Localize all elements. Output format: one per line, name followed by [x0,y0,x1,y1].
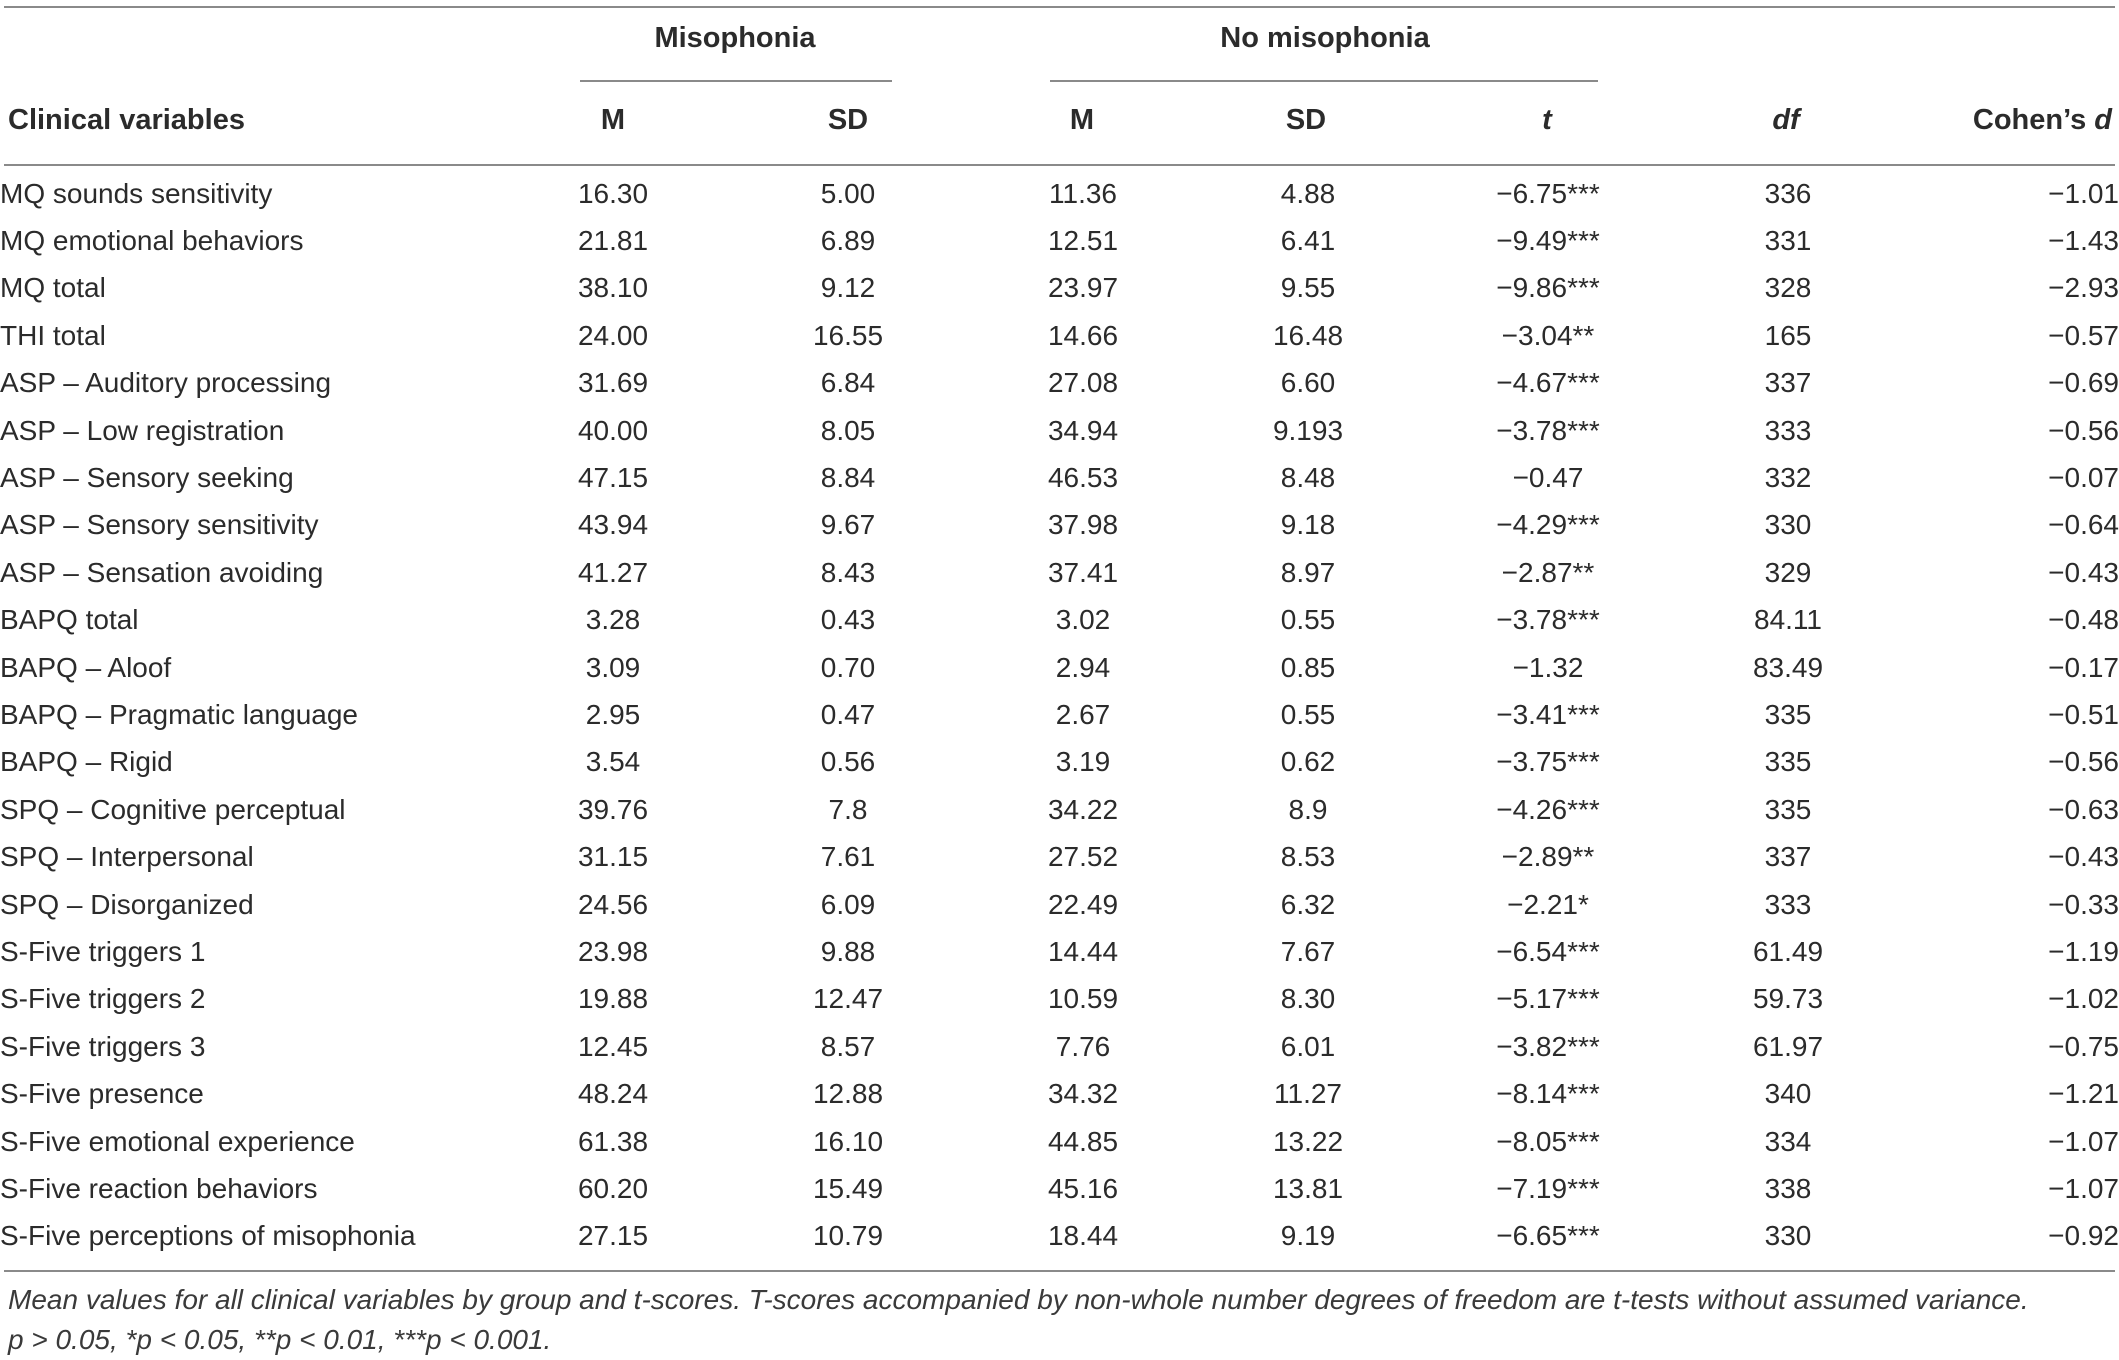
row-m-no-misophonia-cell: 37.41 [1047,556,1119,588]
table-row [0,170,2119,217]
row-sd-misophonia-cell: 0.56 [820,746,876,778]
row-m-no-misophonia-cell: 7.76 [1055,1030,1111,1062]
row-m-misophonia-cell: 31.15 [577,841,649,873]
row-variable-cell: BAPQ – Aloof [0,651,172,683]
table-row [0,1070,2119,1117]
row-sd-no-misophonia-cell: 7.67 [1280,935,1336,967]
row-variable-cell: BAPQ – Rigid [0,746,173,778]
row-t-cell: −2.87** [1501,556,1595,588]
row-sd-misophonia-cell: 7.8 [828,793,868,825]
data-table [0,170,2119,1260]
row-t-cell: −3.75*** [1496,746,1600,778]
row-variable-cell: S-Five presence [0,1078,204,1110]
row-cohens-d-cell: −1.02 [2048,983,2119,1015]
column-header-m-misophonia: M [600,104,626,136]
row-t-cell: −1.32 [1512,651,1584,683]
row-sd-misophonia-cell: 16.10 [812,1125,884,1157]
row-variable-cell: ASP – Sensory seeking [0,462,294,494]
row-m-misophonia-cell: 38.10 [577,272,649,304]
row-variable-cell: SPQ – Interpersonal [0,841,254,873]
row-cohens-d-cell: −0.07 [2048,462,2119,494]
table-row [0,739,2119,786]
row-sd-misophonia-cell: 8.05 [820,414,876,446]
row-cohens-d-cell: −1.43 [2048,225,2119,257]
table-row [0,833,2119,880]
cohens-label: Cohen’s [1972,104,2095,136]
row-t-cell: −6.75*** [1496,177,1600,209]
row-variable-cell: THI total [0,319,106,351]
row-sd-no-misophonia-cell: 0.85 [1280,651,1336,683]
row-t-cell: −4.26*** [1496,793,1600,825]
table-top-rule [4,6,2115,8]
table-row [0,691,2119,738]
row-cohens-d-cell: −1.07 [2048,1125,2119,1157]
row-df-cell: 335 [1764,793,1812,825]
row-cohens-d-cell: −0.64 [2048,509,2119,541]
row-cohens-d-cell: −0.48 [2048,604,2119,636]
row-sd-misophonia-cell: 0.47 [820,698,876,730]
table-row [0,360,2119,407]
row-sd-no-misophonia-cell: 6.32 [1280,888,1336,920]
row-df-cell: 331 [1764,225,1812,257]
row-m-no-misophonia-cell: 44.85 [1047,1125,1119,1157]
column-header-t: t [1542,104,1552,136]
row-sd-no-misophonia-cell: 11.27 [1274,1078,1342,1110]
table-row [0,786,2119,833]
row-t-cell: −3.78*** [1496,414,1600,446]
column-header-clinical-variables: Clinical variables [8,104,245,136]
row-cohens-d-cell: −0.43 [2048,841,2119,873]
row-t-cell: −9.86*** [1496,272,1600,304]
row-m-misophonia-cell: 40.00 [577,414,649,446]
column-header-cohens-d [1860,104,2112,137]
row-variable-cell: S-Five triggers 1 [0,935,206,967]
row-t-cell: −0.47 [1512,462,1584,494]
row-t-cell: −3.04** [1501,319,1595,351]
row-variable-cell: SPQ – Cognitive perceptual [0,793,346,825]
row-m-misophonia-cell: 47.15 [577,462,649,494]
row-t-cell: −5.17*** [1496,983,1600,1015]
row-sd-misophonia-cell: 7.61 [820,841,876,873]
column-header-sd-misophonia: SD [827,104,869,136]
row-cohens-d-cell: −0.63 [2048,793,2119,825]
column-header-sd-no-misophonia: SD [1285,104,1327,136]
row-df-cell: 61.97 [1752,1030,1824,1062]
row-m-misophonia-cell: 60.20 [577,1172,649,1204]
row-t-cell: −3.41*** [1496,698,1600,730]
row-variable-cell: MQ sounds sensitivity [0,177,273,209]
table-row [0,502,2119,549]
table-row [0,1213,2119,1260]
row-sd-no-misophonia-cell: 8.48 [1280,462,1336,494]
row-variable-cell: BAPQ – Pragmatic language [0,698,358,730]
row-m-no-misophonia-cell: 34.94 [1047,414,1119,446]
row-m-no-misophonia-cell: 37.98 [1047,509,1119,541]
row-t-cell: −4.29*** [1496,509,1600,541]
group-header-no-misophonia: No misophonia [1220,22,1430,54]
group-rule-no-misophonia [1050,80,1598,82]
row-m-misophonia-cell: 43.94 [577,509,649,541]
row-sd-no-misophonia-cell: 0.55 [1280,604,1336,636]
row-sd-misophonia-cell: 16.55 [812,319,884,351]
row-m-misophonia-cell: 48.24 [577,1078,649,1110]
row-m-no-misophonia-cell: 23.97 [1047,272,1119,304]
row-sd-misophonia-cell: 9.88 [820,935,876,967]
row-df-cell: 329 [1764,556,1812,588]
table-footnote [8,1280,2112,1360]
row-variable-cell: ASP – Low registration [0,414,285,446]
table-row [0,312,2119,359]
row-sd-no-misophonia-cell: 8.30 [1280,983,1336,1015]
row-m-no-misophonia-cell: 14.66 [1047,319,1119,351]
row-df-cell: 336 [1764,177,1812,209]
row-df-cell: 83.49 [1752,651,1824,683]
row-m-no-misophonia-cell: 2.94 [1055,651,1111,683]
row-m-no-misophonia-cell: 11.36 [1049,177,1117,209]
row-sd-misophonia-cell: 0.43 [820,604,876,636]
row-sd-misophonia-cell: 9.12 [820,272,876,304]
row-sd-misophonia-cell: 5.00 [820,177,876,209]
row-df-cell: 328 [1764,272,1812,304]
table-row [0,928,2119,975]
row-m-no-misophonia-cell: 46.53 [1047,462,1119,494]
row-sd-no-misophonia-cell: 6.01 [1280,1030,1336,1062]
row-sd-no-misophonia-cell: 0.55 [1280,698,1336,730]
row-df-cell: 332 [1764,462,1812,494]
row-sd-no-misophonia-cell: 6.41 [1280,225,1336,257]
row-m-no-misophonia-cell: 14.44 [1047,935,1119,967]
row-t-cell: −8.05*** [1496,1125,1600,1157]
row-sd-misophonia-cell: 12.47 [812,983,884,1015]
row-m-no-misophonia-cell: 10.59 [1047,983,1119,1015]
row-t-cell: −9.49*** [1496,225,1600,257]
row-variable-cell: SPQ – Disorganized [0,888,254,920]
row-df-cell: 330 [1764,1220,1812,1252]
table-row [0,1165,2119,1212]
row-cohens-d-cell: −0.69 [2048,367,2119,399]
row-cohens-d-cell: −1.07 [2048,1172,2119,1204]
row-variable-cell: MQ total [0,272,106,304]
row-sd-no-misophonia-cell: 13.22 [1272,1125,1344,1157]
row-m-misophonia-cell: 39.76 [577,793,649,825]
row-df-cell: 61.49 [1752,935,1824,967]
row-cohens-d-cell: −2.93 [2048,272,2119,304]
row-t-cell: −6.65*** [1496,1220,1600,1252]
row-m-misophonia-cell: 3.28 [585,604,641,636]
row-m-misophonia-cell: 12.45 [577,1030,649,1062]
row-df-cell: 338 [1764,1172,1812,1204]
row-sd-no-misophonia-cell: 8.97 [1280,556,1336,588]
row-sd-no-misophonia-cell: 4.88 [1280,177,1336,209]
group-header-misophonia: Misophonia [654,22,816,54]
row-m-misophonia-cell: 16.30 [577,177,649,209]
row-sd-no-misophonia-cell: 8.9 [1288,793,1328,825]
row-df-cell: 333 [1764,414,1812,446]
row-t-cell: −3.78*** [1496,604,1600,636]
row-m-misophonia-cell: 3.09 [585,651,641,683]
row-cohens-d-cell: −0.33 [2048,888,2119,920]
row-m-no-misophonia-cell: 22.49 [1047,888,1119,920]
row-sd-no-misophonia-cell: 0.62 [1280,746,1336,778]
row-df-cell: 59.73 [1752,983,1824,1015]
row-t-cell: −3.82*** [1496,1030,1600,1062]
row-sd-no-misophonia-cell: 9.18 [1280,509,1336,541]
table-row [0,1118,2119,1165]
row-t-cell: −8.14*** [1496,1078,1600,1110]
row-sd-misophonia-cell: 8.43 [820,556,876,588]
table-row [0,454,2119,501]
row-df-cell: 335 [1764,746,1812,778]
row-m-no-misophonia-cell: 27.08 [1047,367,1119,399]
row-sd-no-misophonia-cell: 9.55 [1280,272,1336,304]
table-bottom-rule [4,1270,2115,1272]
row-sd-misophonia-cell: 8.57 [820,1030,876,1062]
row-sd-no-misophonia-cell: 9.19 [1280,1220,1336,1252]
row-sd-misophonia-cell: 9.67 [820,509,876,541]
row-variable-cell: ASP – Sensory sensitivity [0,509,319,541]
row-m-no-misophonia-cell: 2.67 [1055,698,1111,730]
table-row [0,217,2119,264]
row-cohens-d-cell: −1.01 [2048,177,2119,209]
row-cohens-d-cell: −1.19 [2048,935,2119,967]
row-m-misophonia-cell: 21.81 [577,225,649,257]
row-cohens-d-cell: −0.57 [2048,319,2119,351]
row-m-misophonia-cell: 24.56 [577,888,649,920]
row-sd-misophonia-cell: 6.89 [820,225,876,257]
row-m-no-misophonia-cell: 34.32 [1047,1078,1119,1110]
row-m-misophonia-cell: 31.69 [577,367,649,399]
row-variable-cell: ASP – Sensation avoiding [0,556,324,588]
row-variable-cell: S-Five perceptions of misophonia [0,1220,416,1252]
row-m-misophonia-cell: 24.00 [577,319,649,351]
row-m-misophonia-cell: 23.98 [577,935,649,967]
row-cohens-d-cell: −0.51 [2048,698,2119,730]
row-m-misophonia-cell: 61.38 [577,1125,649,1157]
row-df-cell: 84.11 [1754,604,1822,636]
group-rule-misophonia [580,80,892,82]
row-t-cell: −4.67*** [1496,367,1600,399]
row-m-misophonia-cell: 41.27 [577,556,649,588]
row-variable-cell: MQ emotional behaviors [0,225,304,257]
row-df-cell: 334 [1764,1125,1812,1157]
row-variable-cell: BAPQ total [0,604,139,636]
row-sd-misophonia-cell: 0.70 [820,651,876,683]
row-df-cell: 337 [1764,841,1812,873]
row-df-cell: 340 [1764,1078,1812,1110]
row-m-misophonia-cell: 3.54 [585,746,641,778]
row-m-no-misophonia-cell: 3.02 [1055,604,1111,636]
table-row [0,644,2119,691]
row-m-misophonia-cell: 19.88 [577,983,649,1015]
row-cohens-d-cell: −0.17 [2048,651,2119,683]
table-row [0,597,2119,644]
row-cohens-d-cell: −0.43 [2048,556,2119,588]
row-m-no-misophonia-cell: 12.51 [1047,225,1119,257]
row-variable-cell: S-Five reaction behaviors [0,1172,318,1204]
row-m-no-misophonia-cell: 34.22 [1047,793,1119,825]
row-sd-no-misophonia-cell: 16.48 [1272,319,1344,351]
row-t-cell: −2.21* [1507,888,1589,920]
footnote-line-1: Mean values for all clinical variables by group and t-scores. T-scores accompanied by non-whole number degrees of freedom are t-tests without assumed variance. [8,1284,2029,1315]
table-row [0,407,2119,454]
row-sd-misophonia-cell: 8.84 [820,462,876,494]
column-header-m-no-misophonia: M [1069,104,1095,136]
row-sd-no-misophonia-cell: 13.81 [1272,1172,1344,1204]
row-sd-no-misophonia-cell: 9.193 [1272,414,1344,446]
row-sd-misophonia-cell: 6.09 [820,888,876,920]
table-row [0,1023,2119,1070]
row-t-cell: −7.19*** [1496,1172,1600,1204]
row-df-cell: 330 [1764,509,1812,541]
row-m-no-misophonia-cell: 3.19 [1055,746,1111,778]
row-variable-cell: S-Five triggers 2 [0,983,206,1015]
table-row [0,976,2119,1023]
row-df-cell: 335 [1764,698,1812,730]
row-sd-misophonia-cell: 6.84 [820,367,876,399]
row-m-misophonia-cell: 2.95 [585,698,641,730]
row-m-misophonia-cell: 27.15 [577,1220,649,1252]
row-t-cell: −2.89** [1501,841,1595,873]
table-body [0,170,2119,1260]
row-m-no-misophonia-cell: 45.16 [1047,1172,1119,1204]
table-row [0,549,2119,596]
footnote-line-2: p > 0.05, *p < 0.05, **p < 0.01, ***p < 0.001. [8,1324,552,1355]
row-sd-no-misophonia-cell: 8.53 [1280,841,1336,873]
row-cohens-d-cell: −0.75 [2048,1030,2119,1062]
cohens-d-symbol: d [2094,104,2112,136]
header-bottom-rule [4,164,2115,166]
column-header-df: df [1772,104,1800,136]
row-m-no-misophonia-cell: 18.44 [1047,1220,1119,1252]
table-row [0,881,2119,928]
row-m-no-misophonia-cell: 27.52 [1047,841,1119,873]
row-df-cell: 333 [1764,888,1812,920]
row-t-cell: −6.54*** [1496,935,1600,967]
row-variable-cell: S-Five emotional experience [0,1125,355,1157]
row-cohens-d-cell: −0.56 [2048,414,2119,446]
row-sd-misophonia-cell: 10.79 [812,1220,884,1252]
row-variable-cell: S-Five triggers 3 [0,1030,206,1062]
row-variable-cell: ASP – Auditory processing [0,367,332,399]
row-sd-misophonia-cell: 15.49 [812,1172,884,1204]
row-sd-no-misophonia-cell: 6.60 [1280,367,1336,399]
row-cohens-d-cell: −1.21 [2048,1078,2119,1110]
row-df-cell: 165 [1764,319,1812,351]
table-row [0,265,2119,312]
row-cohens-d-cell: −0.56 [2048,746,2119,778]
row-cohens-d-cell: −0.92 [2048,1220,2119,1252]
row-df-cell: 337 [1764,367,1812,399]
row-sd-misophonia-cell: 12.88 [812,1078,884,1110]
